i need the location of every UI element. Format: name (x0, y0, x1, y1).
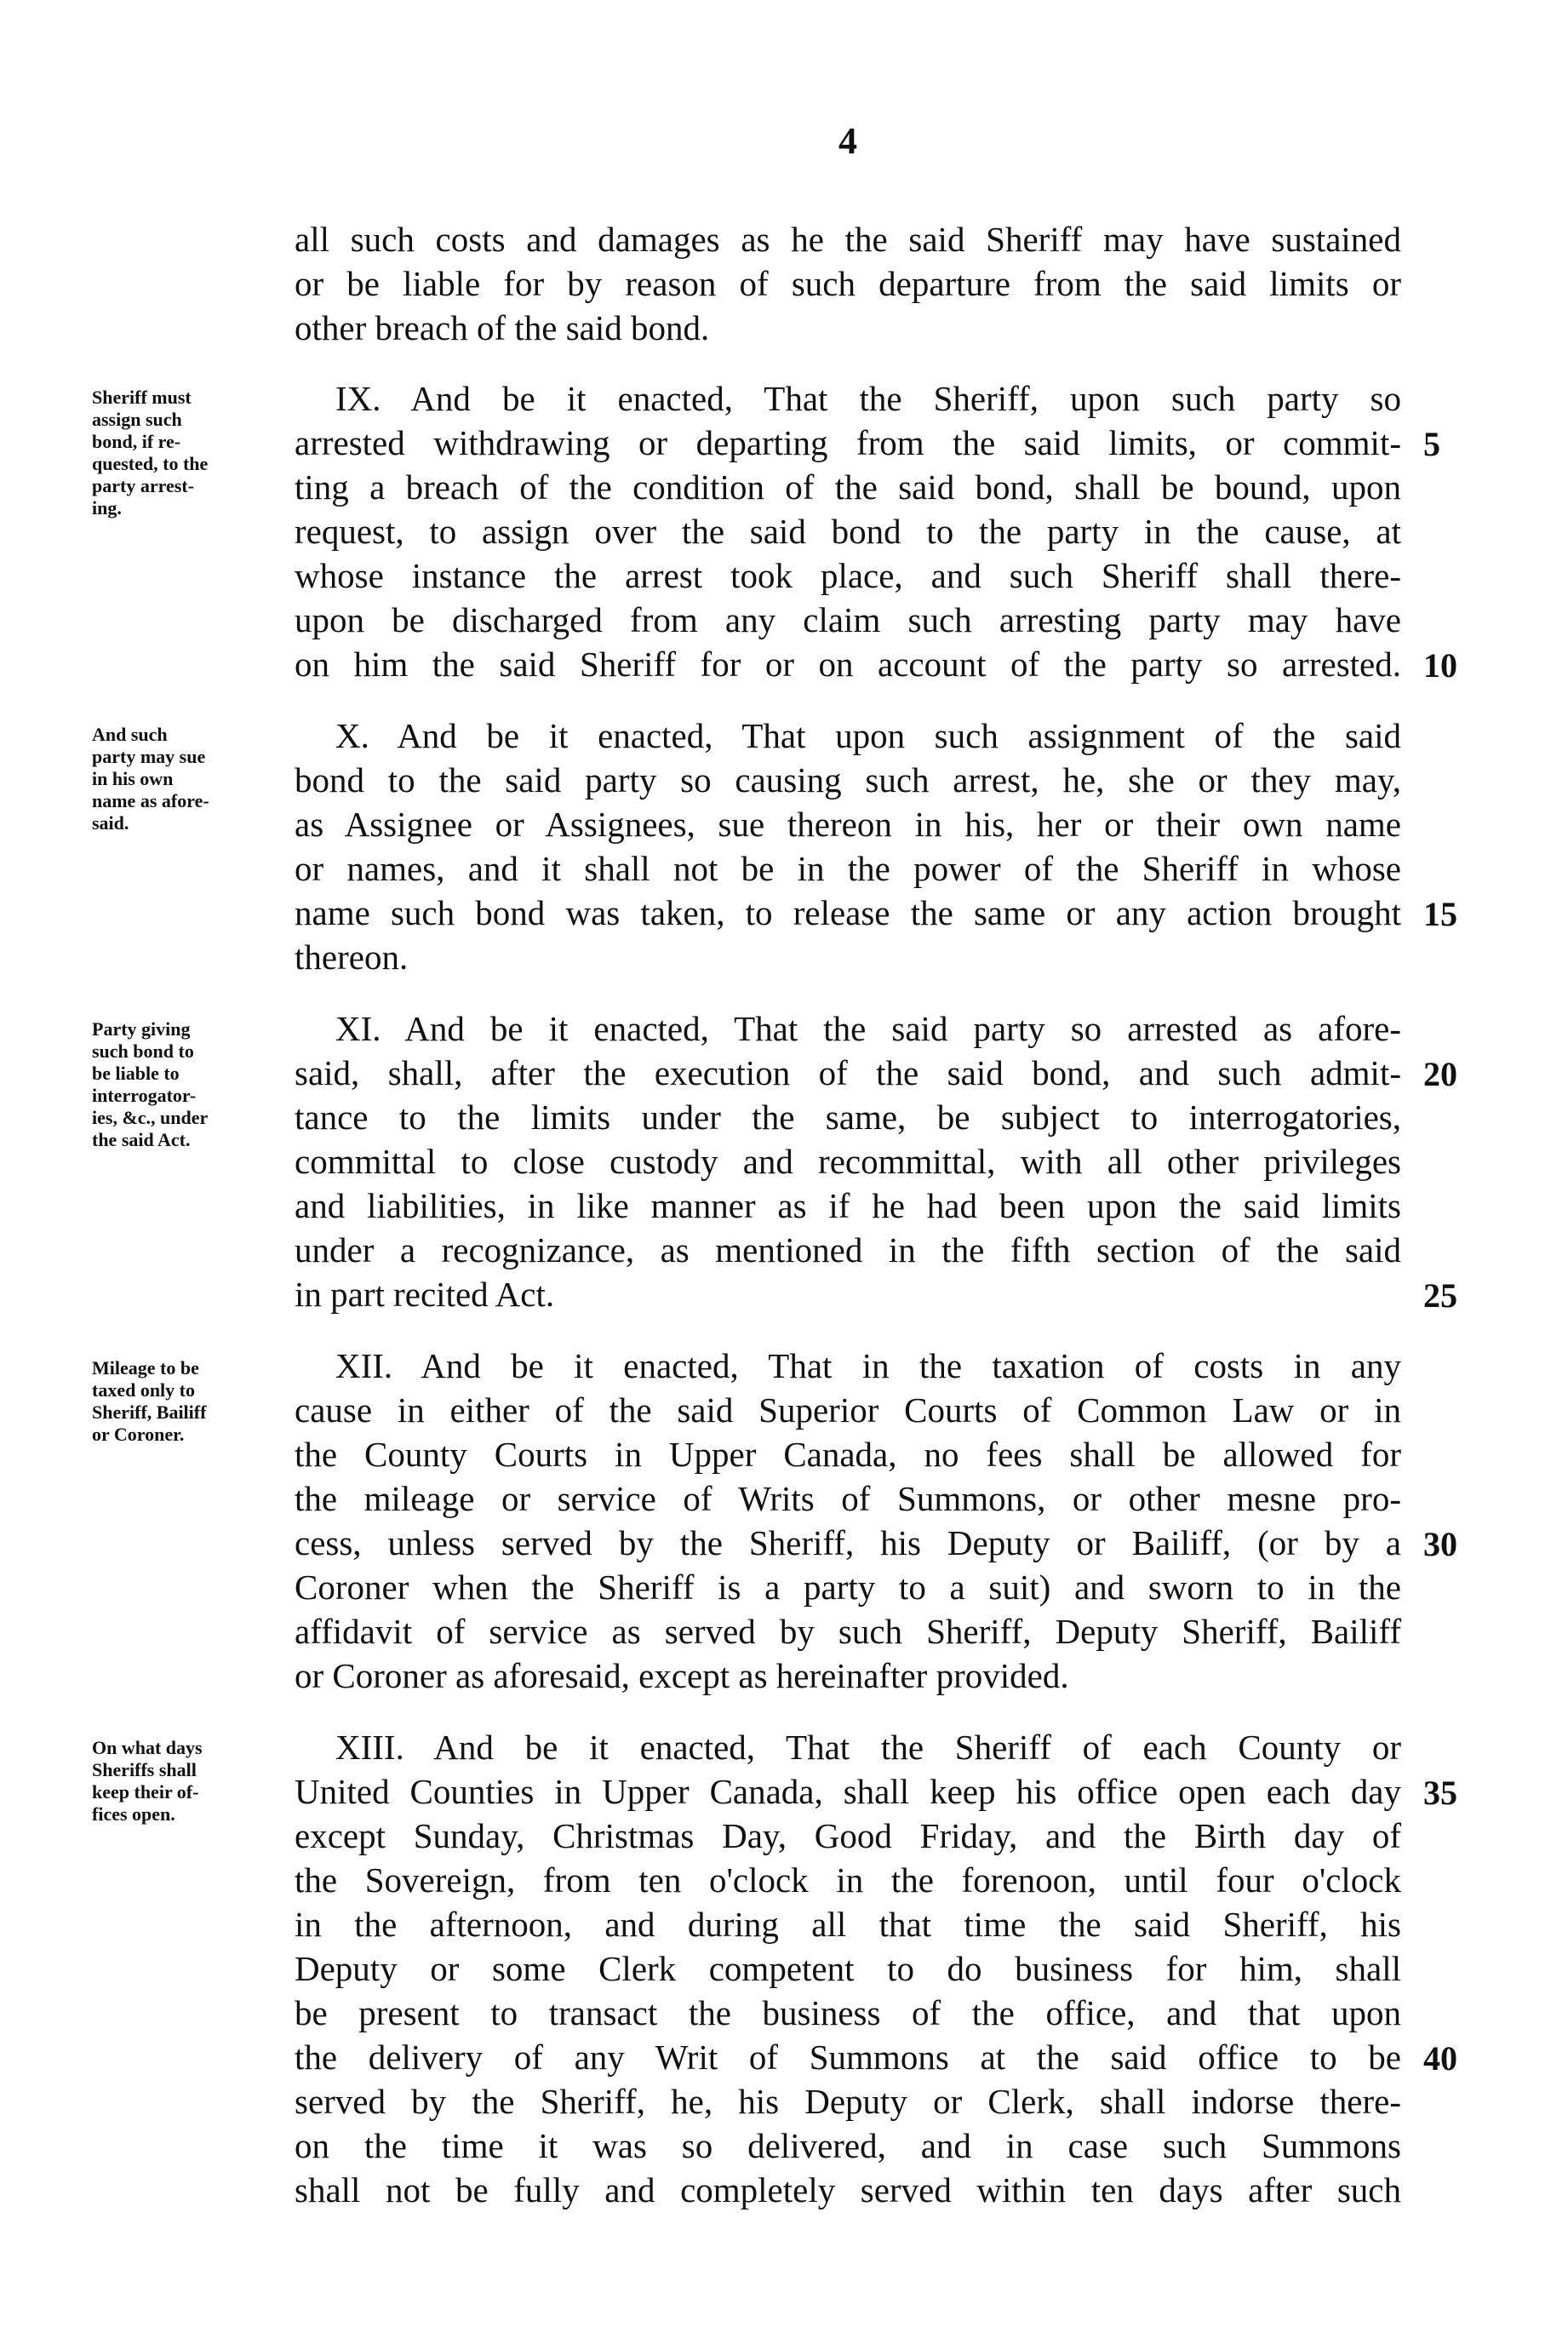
text-line: or be liable for by reason of such departure from the said limits or (295, 264, 1401, 303)
text-line: and liabilities, in like manner as if he had been upon the said limits (295, 1186, 1401, 1225)
text-line: cause in either of the said Superior Courts of Common Law or in (295, 1390, 1401, 1430)
text-line: under a recognizance, as mentioned in the fifth section of the said (295, 1230, 1401, 1270)
margin-note-line: party arrest- (92, 475, 194, 496)
margin-note-line: Sheriff, Bailiff (92, 1401, 207, 1423)
text-line: request, to assign over the said bond to the party in the cause, at (295, 512, 1401, 551)
text-line: committal to close custody and recommittal, with all other privileges (295, 1142, 1401, 1181)
text-line: bond to the said party so causing such arrest, he, she or they may, (295, 760, 1401, 800)
section-xiii-heading-line: XIII. And be it enacted, That the Sheriff of each County or (335, 1728, 1401, 1767)
text-line: said, shall, after the execution of the said bond, and such admit- (295, 1053, 1401, 1092)
text-line: ting a breach of the condition of the said bond, shall be bound, upon (295, 467, 1401, 507)
line-number: 40 (1423, 2039, 1457, 2078)
text-line: tance to the limits under the same, be subject to interrogatories, (295, 1098, 1401, 1137)
line-number: 20 (1423, 1055, 1457, 1093)
margin-note-line: name as afore- (92, 790, 209, 811)
margin-note-line: Sheriffs shall (92, 1759, 197, 1780)
text-line: the delivery of any Writ of Summons at the said office to be (295, 2038, 1401, 2077)
text-line: other breach of the said bond. (295, 308, 710, 347)
text-line: all such costs and damages as he the said Sheriff may have sustained (295, 220, 1401, 259)
text-line: or names, and it shall not be in the power of the Sheriff in whose (295, 849, 1401, 888)
line-number: 25 (1423, 1276, 1457, 1315)
text-line: the mileage or service of Writs of Summons, or other mesne pro- (295, 1479, 1401, 1518)
margin-note-line: assign such (92, 409, 182, 430)
margin-note-line: quested, to the (92, 453, 209, 474)
text-line: name such bond was taken, to release the same or any action brought (295, 893, 1401, 932)
margin-note-line: party may sue (92, 746, 206, 767)
margin-note-line: keep their of- (92, 1781, 199, 1803)
line-number: 15 (1423, 895, 1457, 933)
text-line: affidavit of service as served by such Sheriff, Deputy Sheriff, Bailiff (295, 1612, 1401, 1651)
margin-note-section-ix (92, 387, 292, 519)
margin-note-line: ies, &c., under (92, 1107, 209, 1128)
line-number: 10 (1423, 646, 1457, 685)
text-line: whose instance the arrest took place, and such Sheriff shall there- (295, 556, 1401, 595)
text-line: except Sunday, Christmas Day, Good Friday, and the Birth day of (295, 1816, 1401, 1855)
margin-note-line: or Coroner. (92, 1424, 185, 1445)
margin-note-section-x (92, 724, 292, 834)
line-number: 30 (1423, 1525, 1457, 1563)
section-xii-heading-line: XII. And be it enacted, That in the taxation of costs in any (335, 1346, 1401, 1385)
margin-note-line: be liable to (92, 1063, 180, 1084)
margin-note-line: Party giving (92, 1018, 191, 1040)
text-line: on the time it was so delivered, and in case such Summons (295, 2126, 1401, 2165)
text-line: or Coroner as aforesaid, except as hereinafter provided. (295, 1656, 1069, 1695)
text-line: United Counties in Upper Canada, shall keep his office open each day (295, 1772, 1401, 1811)
text-line: thereon. (295, 937, 409, 977)
text-line: the Sovereign, from ten o'clock in the forenoon, until four o'clock (295, 1860, 1401, 1900)
margin-note-line: ing. (92, 497, 122, 519)
text-line: Deputy or some Clerk competent to do business for him, shall (295, 1949, 1401, 1988)
text-line: cess, unless served by the Sheriff, his Deputy or Bailiff, (or by a (295, 1523, 1401, 1562)
text-line: the County Courts in Upper Canada, no fees shall be allowed for (295, 1435, 1401, 1474)
text-line: in part recited Act. (295, 1275, 555, 1314)
margin-note-line: Mileage to be (92, 1357, 199, 1378)
text-line: in the afternoon, and during all that time the said Sheriff, his (295, 1905, 1401, 1944)
text-line: as Assignee or Assignees, sue thereon in his, her or their own name (295, 805, 1401, 844)
margin-note-line: said. (92, 812, 129, 834)
section-ix-heading-line: IX. And be it enacted, That the Sheriff, upon such party so (335, 379, 1401, 418)
text-line: on him the said Sheriff for or on account of the party so arrested. (295, 645, 1401, 684)
margin-note-line: in his own (92, 768, 174, 789)
text-line: served by the Sheriff, he, his Deputy or Clerk, shall indorse there- (295, 2082, 1401, 2121)
margin-note-line: taxed only to (92, 1379, 195, 1401)
section-xi-heading-line: XI. And be it enacted, That the said party so arrested as afore- (335, 1009, 1401, 1048)
text-line: Coroner when the Sheriff is a party to a suit) and sworn to in the (295, 1568, 1401, 1607)
margin-note-line: On what days (92, 1737, 203, 1758)
line-number: 35 (1423, 1774, 1457, 1812)
margin-note-line: interrogator- (92, 1085, 197, 1106)
line-number: 5 (1423, 425, 1440, 463)
page-number: 4 (838, 120, 857, 162)
margin-note-section-xi (92, 1018, 292, 1151)
margin-note-line: the said Act. (92, 1129, 191, 1150)
text-line: shall not be fully and completely served within ten days after such (295, 2170, 1401, 2210)
margin-note-line: fices open. (92, 1803, 175, 1825)
margin-note-line: Sheriff must (92, 387, 192, 408)
text-line: upon be discharged from any claim such arresting party may have (295, 600, 1401, 639)
section-x-heading-line: X. And be it enacted, That upon such assignment of the said (335, 716, 1401, 755)
text-line: be present to transact the business of the office, and that upon (295, 1993, 1401, 2032)
text-line: arrested withdrawing or departing from the said limits, or commit- (295, 423, 1401, 462)
margin-note-line: bond, if re- (92, 431, 181, 452)
margin-note-line: And such (92, 724, 168, 745)
margin-note-section-xiii (92, 1737, 292, 1826)
margin-note-line: such bond to (92, 1040, 194, 1062)
margin-note-section-xii (92, 1357, 292, 1446)
